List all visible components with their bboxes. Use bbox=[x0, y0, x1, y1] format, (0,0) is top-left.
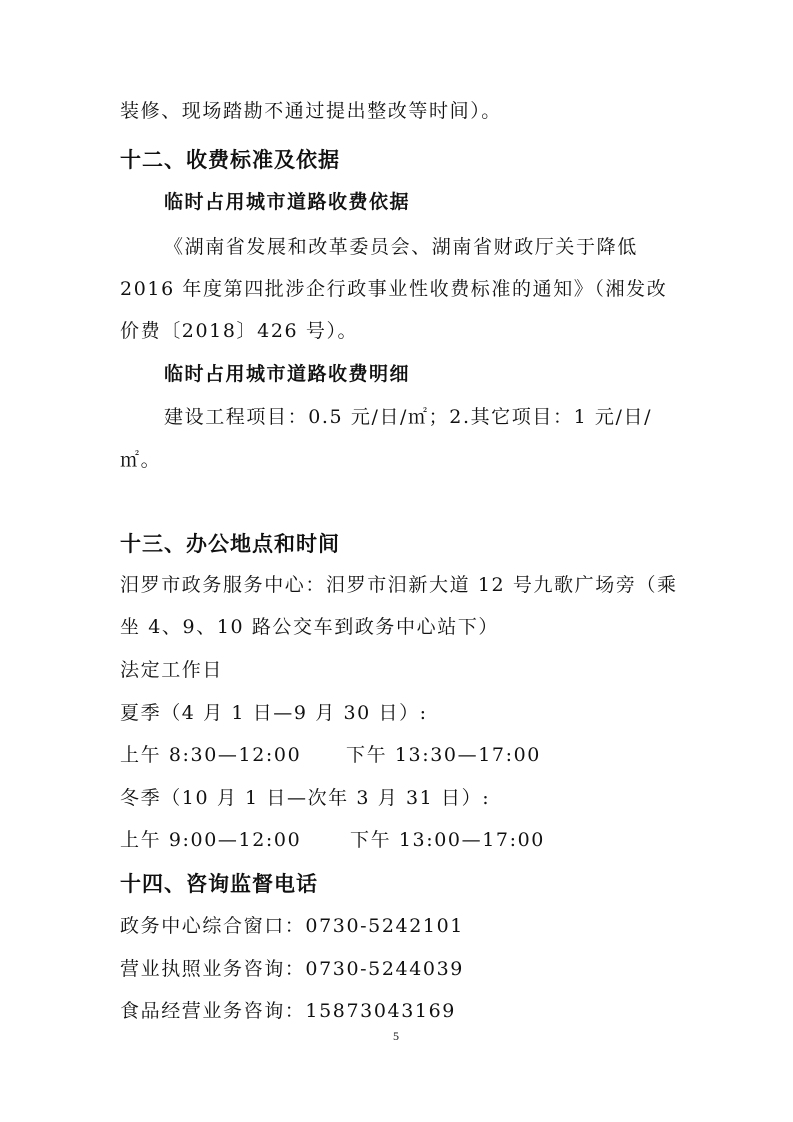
fee-detail-title: 临时占用城市道路收费明细 bbox=[164, 363, 411, 385]
winter-am-hours: 上午 9:00—12:00 bbox=[120, 829, 302, 851]
office-address-line-1: 汨罗市政务服务中心：汨罗市汨新大道 12 号九歌广场旁（乘 bbox=[120, 574, 678, 596]
winter-pm-hours: 下午 13:00—17:00 bbox=[350, 829, 545, 851]
continuation-text: 装修、现场踏勘不通过提出整改等时间）。 bbox=[120, 100, 502, 122]
office-address-line-2: 坐 4、9、10 路公交车到政务中心站下） bbox=[120, 616, 500, 638]
phone-line-2: 营业执照业务咨询：0730-5244039 bbox=[120, 958, 464, 980]
phone-line-3: 食品经营业务咨询：15873043169 bbox=[120, 1000, 456, 1022]
section-14-heading: 十四、咨询监督电话 bbox=[120, 872, 318, 896]
fee-basis-title: 临时占用城市道路收费依据 bbox=[164, 191, 411, 213]
summer-label: 夏季（4 月 1 日—9 月 30 日）: bbox=[120, 702, 428, 724]
page-number: 5 bbox=[393, 1029, 399, 1043]
winter-label: 冬季（10 月 1 日—次年 3 月 31 日）: bbox=[120, 787, 491, 809]
summer-am-hours: 上午 8:30—12:00 bbox=[120, 744, 302, 766]
phone-line-1: 政务中心综合窗口：0730-5242101 bbox=[120, 915, 464, 937]
fee-detail-line-1: 建设工程项目：0.5 元/日/㎡；2.其它项目：1 元/日/ bbox=[164, 406, 653, 428]
summer-pm-hours: 下午 13:30—17:00 bbox=[346, 744, 541, 766]
fee-basis-line-2: 2016 年度第四批涉企行政事业性收费标准的通知》（湘发改 bbox=[120, 278, 668, 300]
fee-detail-line-2: ㎡。 bbox=[120, 449, 162, 471]
fee-basis-line-1: 《湖南省发展和改革委员会、湖南省财政厅关于降低 bbox=[164, 236, 638, 258]
section-13-heading: 十三、办公地点和时间 bbox=[120, 532, 340, 556]
fee-basis-line-3: 价费〔2018〕426 号）。 bbox=[120, 320, 359, 342]
workday-label: 法定工作日 bbox=[120, 659, 224, 681]
section-12-heading: 十二、收费标准及依据 bbox=[120, 148, 340, 172]
